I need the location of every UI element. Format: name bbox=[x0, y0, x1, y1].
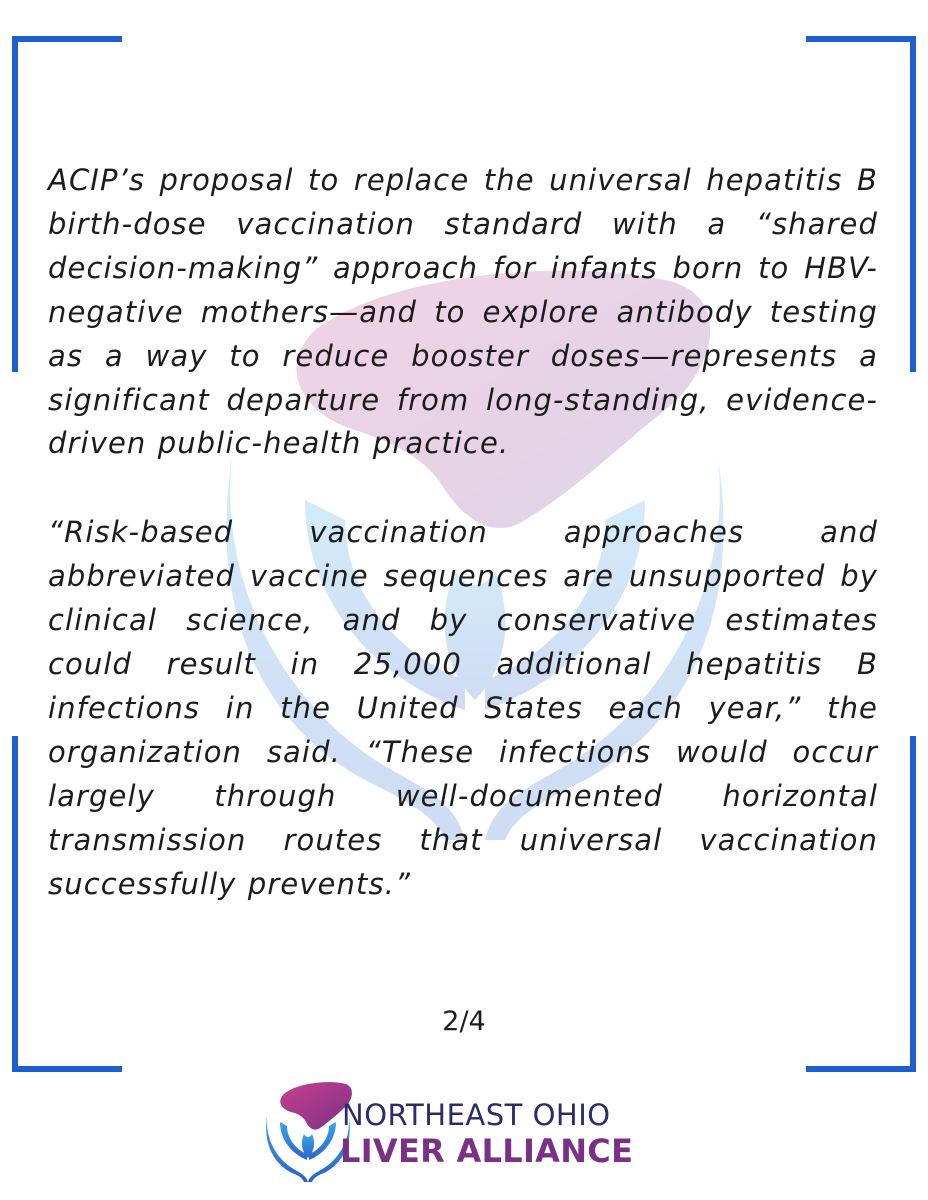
page-number: 2/4 bbox=[442, 1006, 486, 1037]
logo-text-line1: NORTHEAST OHIO bbox=[342, 1098, 611, 1132]
organization-logo bbox=[262, 1076, 682, 1192]
logo-text-line2: LIVER ALLIANCE bbox=[340, 1132, 634, 1170]
paragraph-2: “Risk-based vaccination approaches and abbreviated vaccine sequences are unsupported by clinical science, and by conservative estimates could result in 25,000 additional hepatitis B infections in the United States each year,” the organization said. “These infections would occur largely through well-documented horizontal transmission routes that universal vaccination successfully prevents.” bbox=[48, 515, 878, 901]
paragraph-1: ACIP’s proposal to replace the universal hepatitis B birth-dose vaccination standard with a “shared decision-making” approach for infants born to HBV-negative mothers—and to explore antibody testing as a way to reduce booster doses—represents a significant departure from long-standing, evidence-driven public-health practice. bbox=[48, 163, 878, 461]
article-body bbox=[48, 159, 878, 907]
